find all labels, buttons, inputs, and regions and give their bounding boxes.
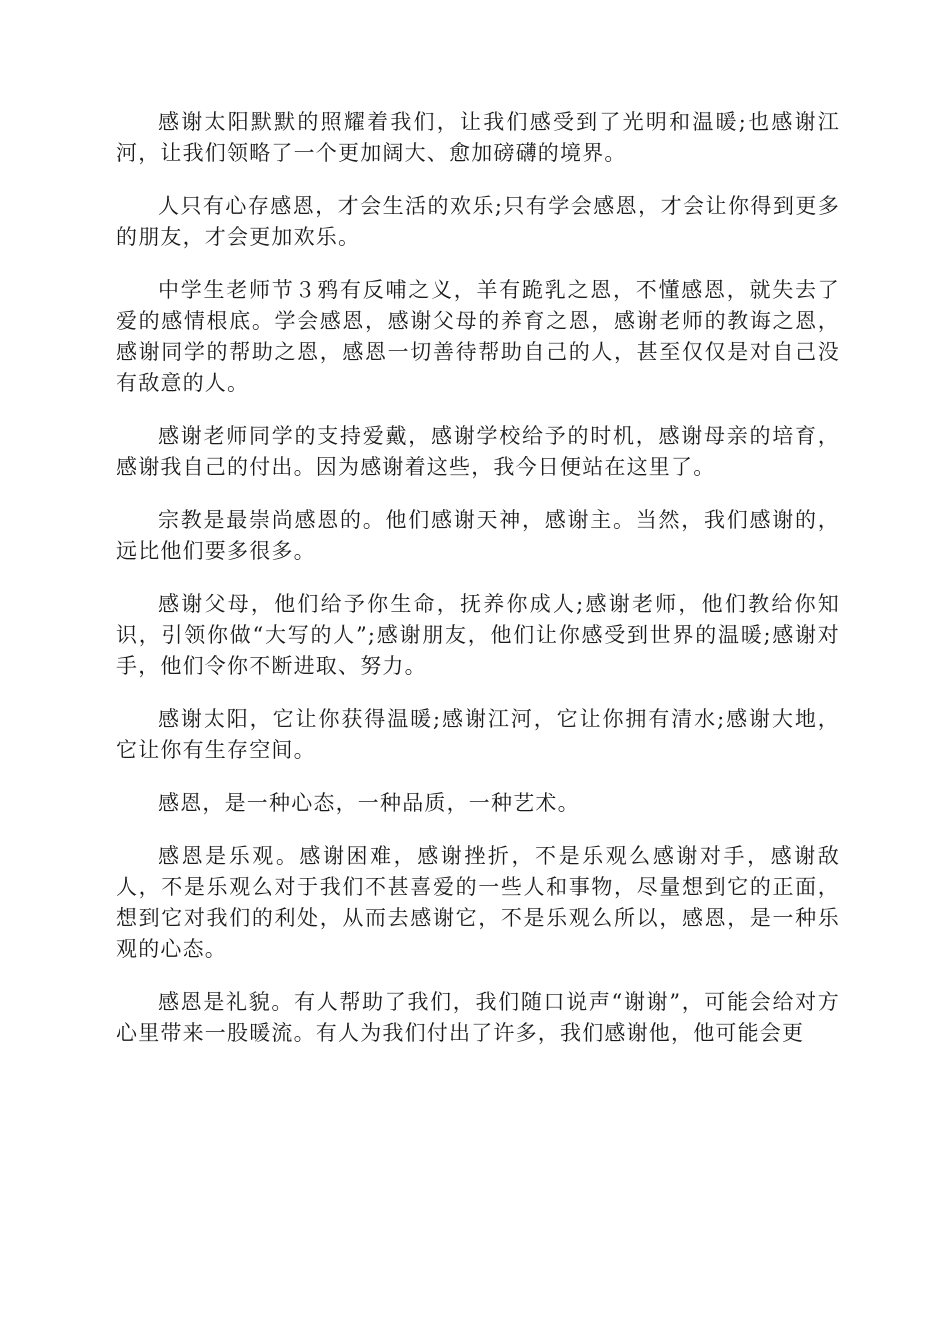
paragraph-4: 感谢老师同学的支持爱戴，感谢学校给予的时机，感谢母亲的培育，感谢我自己的付出。因为感谢着这些，我今日便站在这里了。 [116, 424, 840, 479]
paragraph-3: 中学生老师节３鸦有反哺之义，羊有跪乳之恩，不懂感恩，就失去了爱的感情根底。学会感恩，感谢父母的养育之恩，感谢老师的教诲之恩，感谢同学的帮助之恩，感恩一切善待帮助自己的人，甚至仅仅是对自己没有敌意的人。 [116, 278, 840, 395]
paragraph-1: 感谢太阳默默的照耀着我们，让我们感受到了光明和温暖;也感谢江河，让我们领略了一个更加阔大、愈加磅礴的境界。 [116, 110, 840, 165]
paragraph-8: 感恩，是一种心态，一种品质，一种艺术。 [158, 791, 580, 815]
paragraph-9: 感恩是乐观。感谢困难，感谢挫折，不是乐观么感谢对手，感谢敌人，不是乐观么对于我们不甚喜爱的一些人和事物，尽量想到它的正面，想到它对我们的利处，从而去感谢它，不是乐观么所以，感恩，是一种乐观的心态。 [116, 844, 840, 961]
paragraph-10: 感恩是礼貌。有人帮助了我们，我们随口说声“谢谢”，可能会给对方心里带来一股暖流。有人为我们付出了许多，我们感谢他，他可能会更 [116, 990, 840, 1045]
paragraph-5: 宗教是最崇尚感恩的。他们感谢天神，感谢主。当然，我们感谢的，远比他们要多很多。 [116, 508, 840, 563]
paragraph-2: 人只有心存感恩，才会生活的欢乐;只有学会感恩，才会让你得到更多的朋友，才会更加欢乐。 [116, 194, 840, 249]
paragraph-6: 感谢父母，他们给予你生命，抚养你成人;感谢老师，他们教给你知识，引领你做“大写的人”;感谢朋友，他们让你感受到世界的温暖;感谢对手，他们令你不断进取、努力。 [116, 592, 840, 678]
paragraph-7: 感谢太阳，它让你获得温暖;感谢江河，它让你拥有清水;感谢大地，它让你有生存空间。 [116, 707, 840, 762]
document-page [116, 107, 840, 1071]
